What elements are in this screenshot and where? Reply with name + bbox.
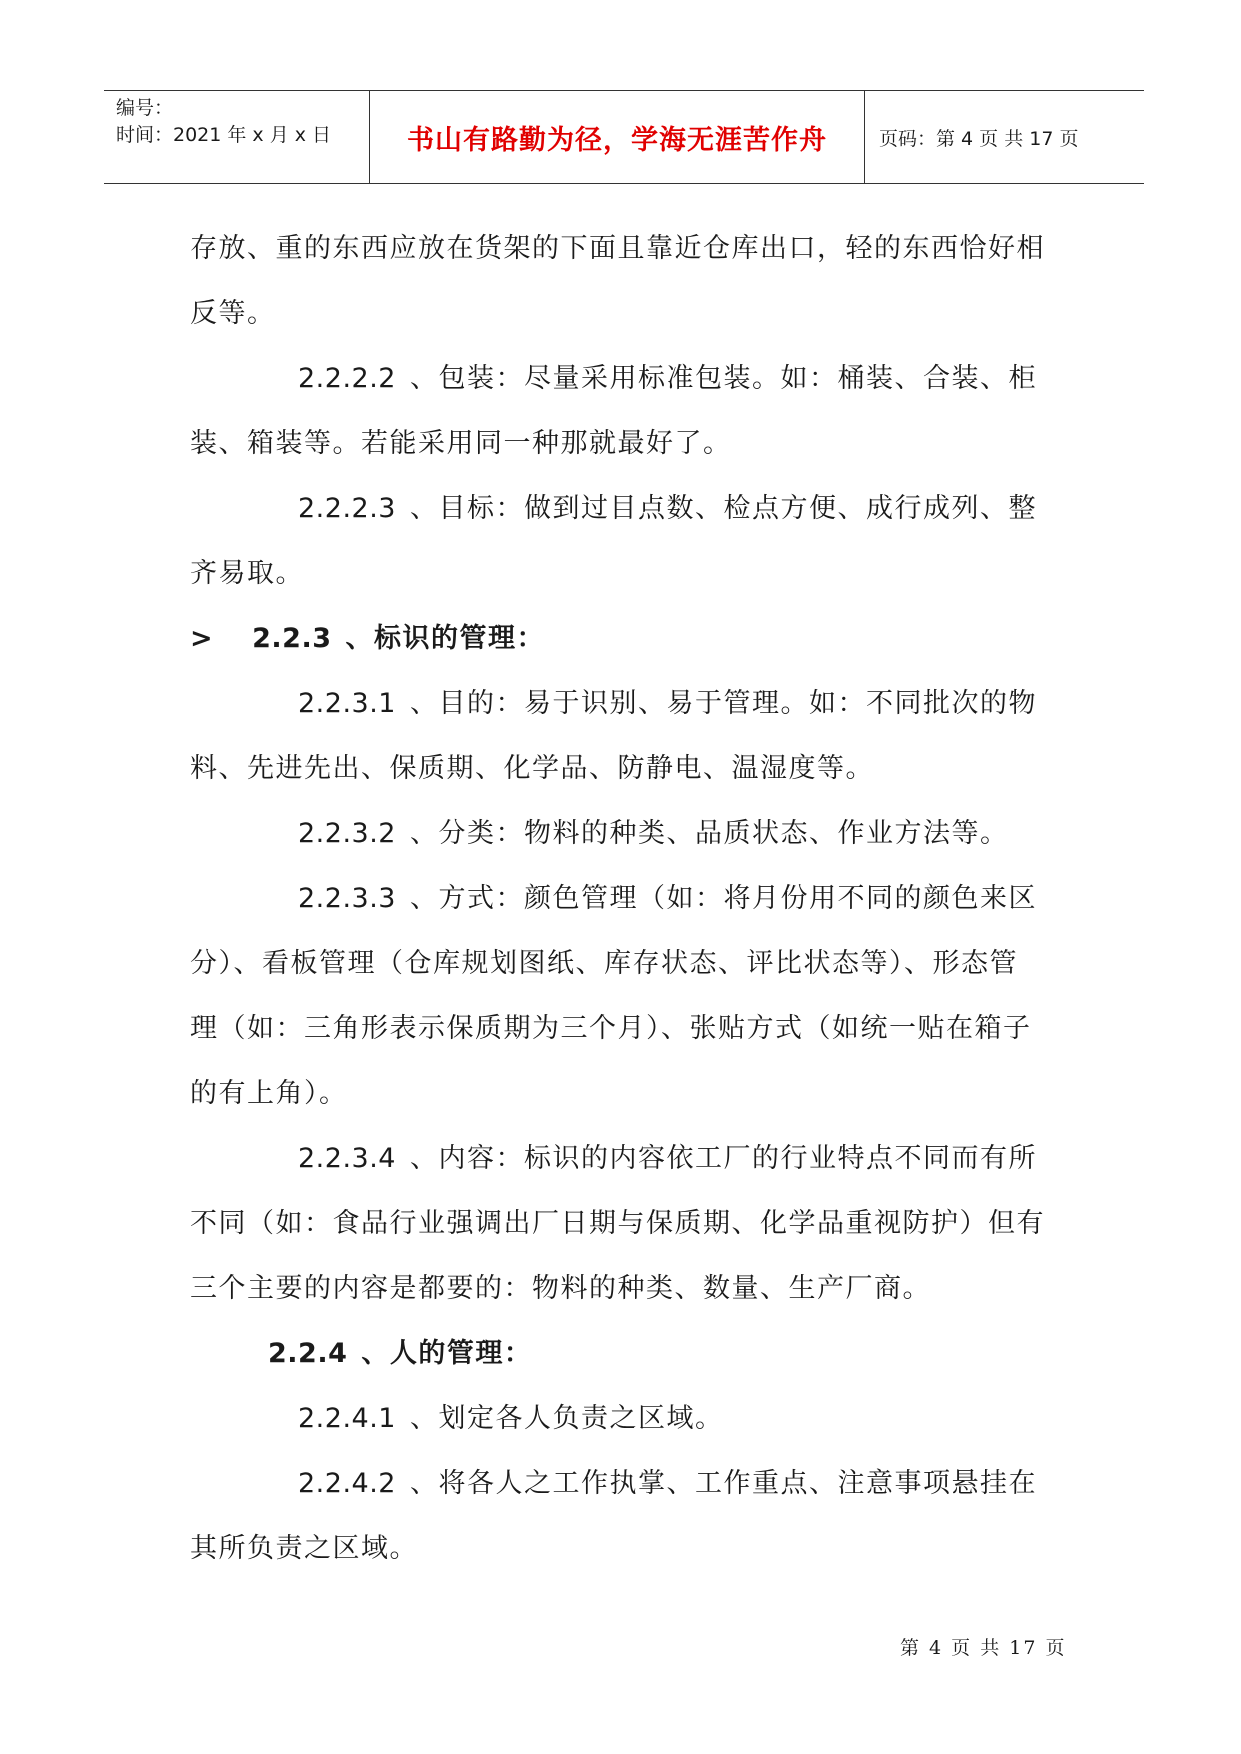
paragraph-2-2-4-1 [298, 1396, 723, 1435]
header-page-info: 页码：第 4 页 共 17 页 [879, 127, 1079, 150]
text-line: 料、先进先出、保质期、化学品、防静电、温湿度等。 [190, 753, 874, 784]
text-line: 的有上角）。 [190, 1078, 348, 1109]
text-segment: 、方式：颜色管理（如：将月份用不同的颜色来区 [409, 883, 1037, 914]
header-page-cell [865, 91, 1144, 183]
paragraph-2-2-4-2 [298, 1461, 1037, 1500]
text-line: 分）、看板管理（仓库规划图纸、库存状态、评比状态等）、形态管 [190, 948, 1018, 979]
paragraph-2-2-3-1 [298, 681, 1037, 720]
paragraph-2-2-2-3 [298, 486, 1037, 525]
page-header [104, 90, 1144, 184]
bullet-arrow-icon: > [190, 623, 215, 654]
section-number: 2.2.4 [268, 1338, 348, 1369]
text-line: 不同（如：食品行业强调出厂日期与保质期、化学品重视防护）但有 [190, 1208, 1045, 1239]
page-footer: 第 4 页 共 17 页 [900, 1637, 1067, 1659]
header-motto-cell [370, 91, 865, 183]
section-number: 2.2.4.1 [298, 1403, 396, 1434]
paragraph-2-2-3-2 [298, 811, 1008, 850]
text-line: 理（如：三角形表示保质期为三个月）、张贴方式（如统一贴在箱子 [190, 1013, 1032, 1044]
text-line: 装、箱装等。若能采用同一种那就最好了。 [190, 428, 732, 459]
section-number: 2.2.2.2 [298, 363, 396, 394]
paragraph-2-2-3-3 [298, 876, 1037, 915]
text-segment: 、目的：易于识别、易于管理。如：不同批次的物 [409, 688, 1037, 719]
section-number: 2.2.3.4 [298, 1143, 396, 1174]
text-line: 其所负责之区域。 [190, 1533, 418, 1564]
header-meta-cell [104, 91, 370, 183]
text-segment: 、划定各人负责之区域。 [409, 1403, 724, 1434]
section-number: 2.2.3.1 [298, 688, 396, 719]
paragraph-2-2-3-4 [298, 1136, 1037, 1175]
text-segment: 、将各人之工作执掌、工作重点、注意事项悬挂在 [409, 1468, 1037, 1499]
text-line: 反等。 [190, 298, 276, 329]
heading-2-2-4 [268, 1331, 532, 1370]
header-motto: 书山有路勤为径，学海无涯苦作舟 [407, 124, 827, 156]
section-number: 2.2.3.2 [298, 818, 396, 849]
heading-text: 、标识的管理： [345, 623, 545, 654]
doc-date-label: 时间：2021 年 x 月 x 日 [116, 124, 332, 146]
text-segment: 、内容：标识的内容依工厂的行业特点不同而有所 [409, 1143, 1037, 1174]
text-line: 三个主要的内容是都要的：物料的种类、数量、生产厂商。 [190, 1273, 931, 1304]
text-segment: 、目标：做到过目点数、检点方便、成行成列、整 [409, 493, 1037, 524]
section-number: 2.2.4.2 [298, 1468, 396, 1499]
text-segment: 、包装：尽量采用标准包装。如：桶装、合装、柜 [409, 363, 1037, 394]
text-line: 存放、重的东西应放在货架的下面且靠近仓库出口，轻的东西恰好相 [190, 233, 1045, 264]
text-line: 齐易取。 [190, 558, 304, 589]
paragraph-2-2-2-2 [298, 356, 1037, 395]
section-number: 2.2.3 [252, 623, 332, 654]
doc-number-label: 编号： [116, 97, 174, 119]
heading-2-2-3 [190, 616, 545, 655]
heading-text: 、人的管理： [361, 1338, 533, 1369]
section-number: 2.2.3.3 [298, 883, 396, 914]
section-number: 2.2.2.3 [298, 493, 396, 524]
text-segment: 、分类：物料的种类、品质状态、作业方法等。 [409, 818, 1009, 849]
